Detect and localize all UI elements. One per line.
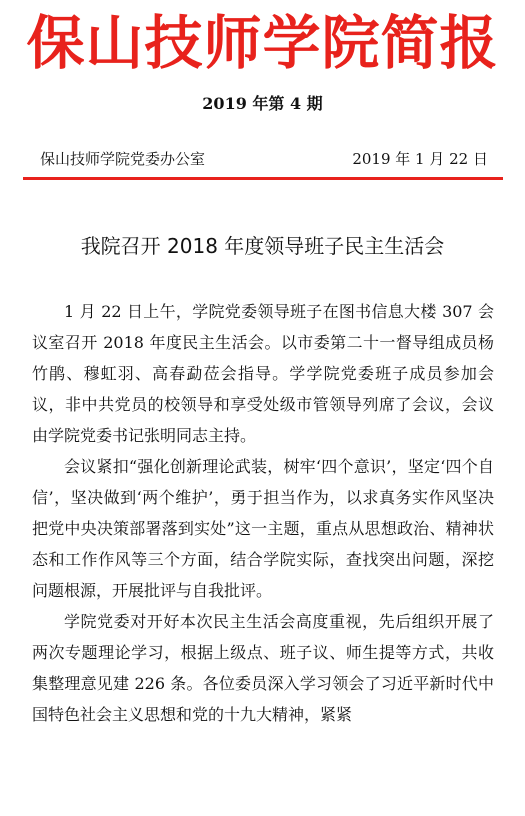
- article-paragraph: 会议紧扣“强化创新理论武装，树牢‘四个意识’，坚定‘四个自信’，坚决做到‘两个维护’，勇于担当作为，以求真务实作风坚决把党中央决策部署落到实处”这一主题，重点从思想政治、精神状态和工作作风等三个方面，结合学院实际，查找突出问题，深挖问题根源，开展批评与自我批评。: [32, 457, 494, 600]
- article-headline: 我院召开 2018 年度领导班子民主生活会: [80, 234, 445, 258]
- masthead-title: 保山技师学院简报: [26, 9, 499, 77]
- article-paragraph: 1 月 22 日上午，学院党委领导班子在图书信息大楼 307 会议室召开 2018 年度民主生活会。以市委第二十一督导组成员杨竹鹃、穆虹羽、高春勐莅会指导。学学院党委班子成员参加会议，非中共党员的校领导和享受处级市管领导列席了会议，会议由学院党委书记张明同志主持。: [32, 302, 494, 445]
- publish-date: 2019 年 1 月 22 日: [352, 150, 488, 168]
- publication-meta: [40, 148, 488, 170]
- red-divider-rule: [23, 177, 503, 180]
- publisher-name: 保山技师学院党委办公室: [40, 150, 206, 168]
- article-body: [32, 296, 494, 730]
- article-paragraph: 学院党委对开好本次民主生活会高度重视，先后组织开展了两次专题理论学习，根据上级点、班子议、师生提等方式，共收集整理意见建 226 条。各位委员深入学习领会了习近平新时代中国特色社会主义思想和党的十九大精神，紧紧: [32, 612, 494, 724]
- issue-number: 2019 年第 4 期: [202, 94, 323, 113]
